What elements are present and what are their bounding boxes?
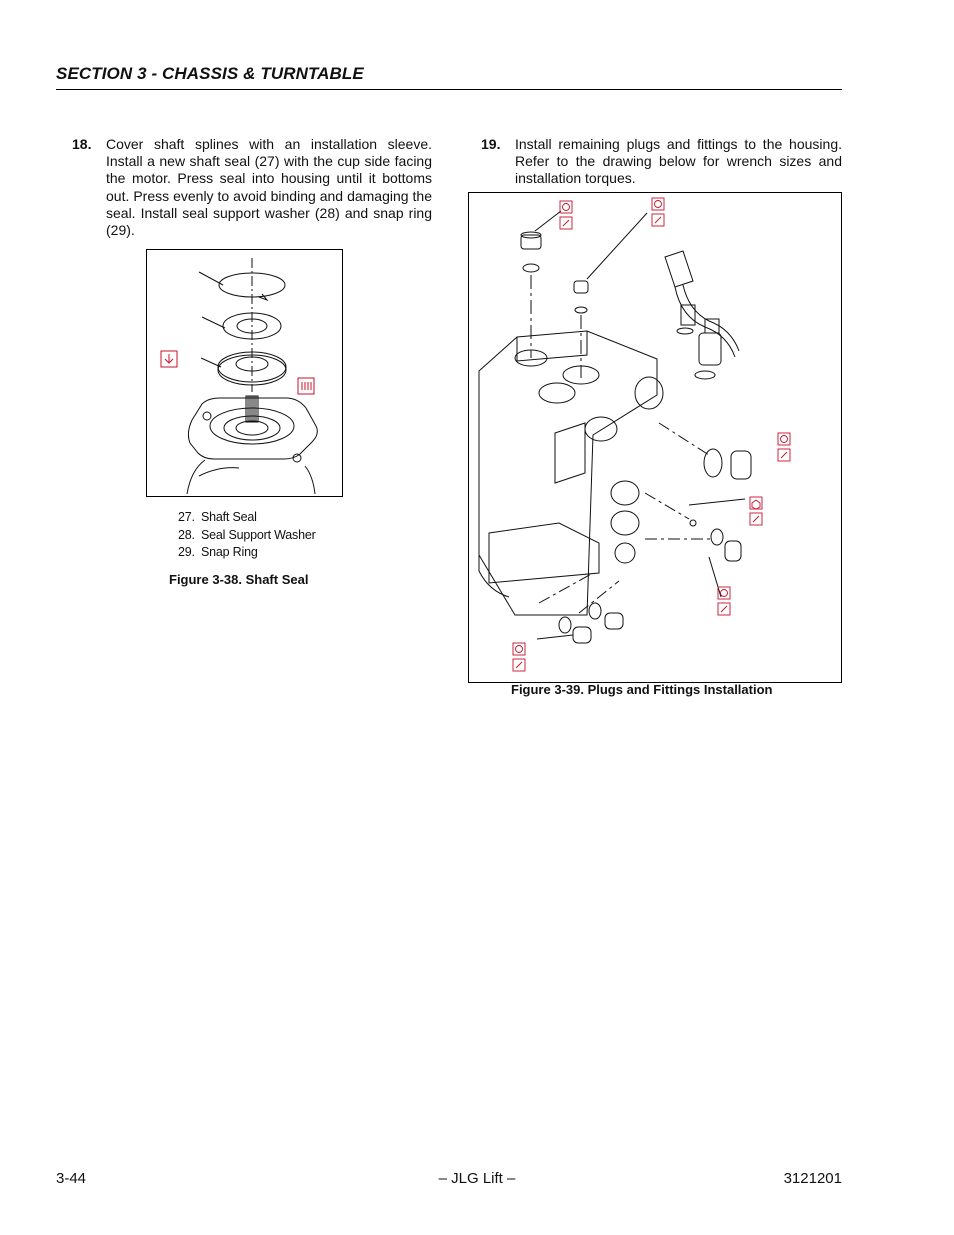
plugs-fittings-drawing [469,193,841,682]
wrench-size-icon [778,433,790,461]
legend-number: 27. [178,510,195,524]
step-number: 19. [481,136,501,152]
legend-label: Shaft Seal [201,510,257,524]
legend-item [178,527,316,545]
legend-number: 29. [178,545,195,559]
wrench-size-icon [750,497,762,525]
step-text: Install remaining plugs and fittings to the housing. Refer to the drawing below for wrench sizes and installation torques. [515,136,842,187]
step-18 [72,136,432,246]
figure-38-legend [178,509,316,562]
document-number: 3121201 [783,1170,842,1187]
legend-item [178,509,316,527]
legend-number: 28. [178,527,195,542]
wrench-size-icon [513,643,525,671]
snap-ring-pliers-icon [298,378,314,394]
step-number: 18. [72,136,92,152]
wrench-size-icon [718,587,730,615]
footer-brand: – JLG Lift – [438,1170,516,1187]
legend-label: Snap Ring [201,545,258,559]
step-19 [481,136,842,192]
figure-39-caption: Figure 3-39. Plugs and Fittings Installation [511,682,773,697]
shaft-seal-drawing [147,250,342,496]
legend-item [178,544,316,562]
wrench-size-icon [560,201,572,229]
figure-38-caption: Figure 3-38. Shaft Seal [169,572,309,587]
step-text: Cover shaft splines with an installation sleeve. Install a new shaft seal (27) with the cup side facing the motor. Press seal into housing until it bottoms out. Press evenly to avoid binding and damaging the seal. Install seal support washer (28) and snap ring (29). [106,136,432,239]
plugs-fittings-illustration [468,192,842,683]
shaft-seal-illustration [146,249,343,497]
page-number: 3-44 [56,1170,87,1187]
section-title: SECTION 3 - CHASSIS & TURNTABLE [56,64,364,83]
wrench-size-icon [652,198,664,226]
legend-label: Seal Support Washer [201,527,316,542]
header-divider [56,89,842,90]
